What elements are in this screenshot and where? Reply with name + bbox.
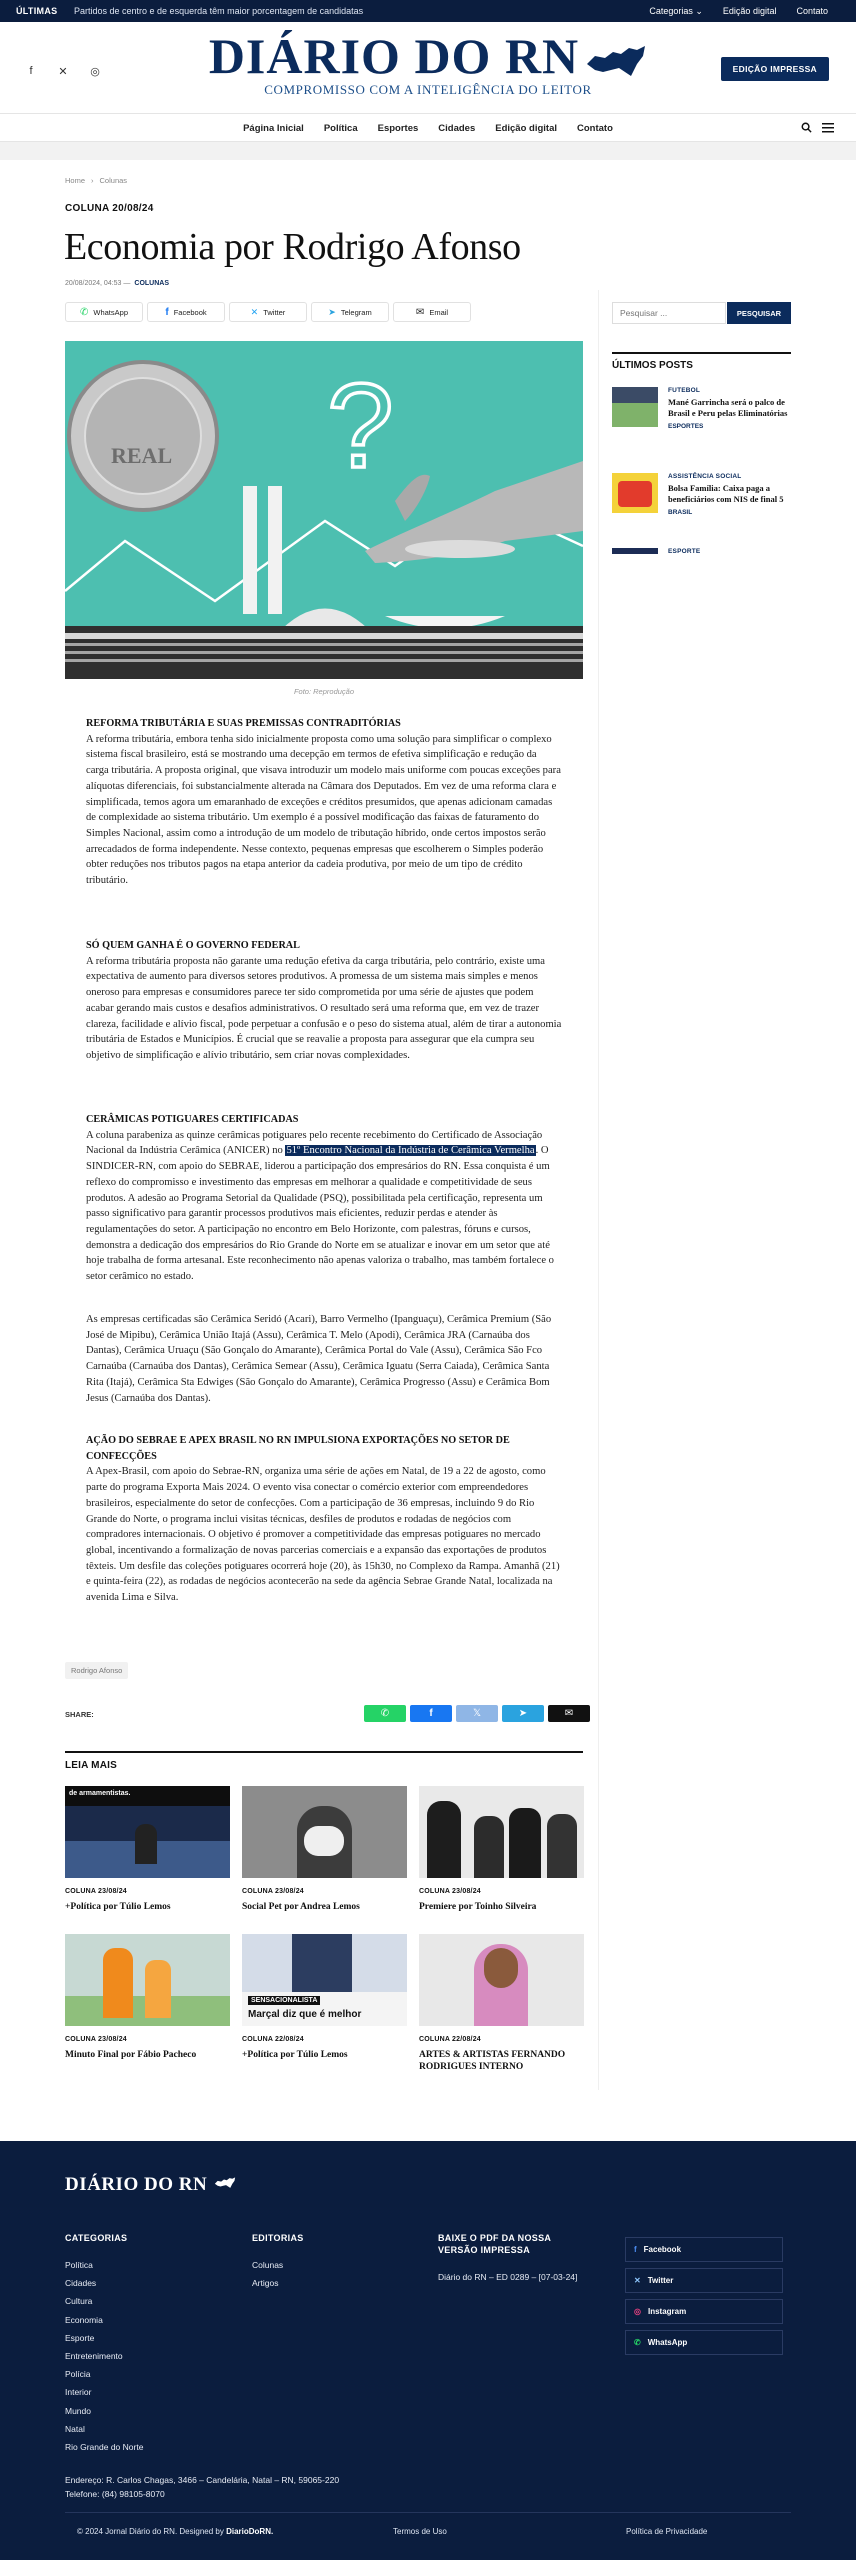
footer-twitter-button[interactable]: ✕ Twitter	[625, 2268, 783, 2293]
latest-label: ÚLTIMAS	[16, 6, 58, 16]
card-thumbnail	[65, 1934, 230, 2026]
share-whatsapp-icon[interactable]: ✆	[364, 1705, 406, 1722]
facebook-icon: f	[634, 2245, 637, 2254]
article-date: 20/08/2024, 04:53 —	[65, 280, 131, 287]
nav-politica[interactable]: Política	[323, 123, 358, 134]
card-title: Social Pet por Andrea Lemos	[242, 1902, 360, 1912]
card-title: ARTES & ARTISTAS FERNANDO RODRIGUES INTERNO	[419, 2050, 566, 2072]
article-section-4	[86, 1433, 562, 1606]
footer-pdf-heading: BAIXE O PDF DA NOSSA VERSÃO IMPRESSA	[438, 2233, 551, 2255]
facebook-icon[interactable]: f	[29, 65, 33, 77]
x-icon[interactable]: ✕	[58, 65, 68, 78]
card-thumbnail	[242, 1786, 407, 1878]
share-bar-top	[65, 302, 471, 322]
article-title: Economia por Rodrigo Afonso	[64, 226, 521, 268]
footer-link[interactable]: Interior	[65, 2387, 92, 2398]
section-heading: CERÂMICAS POTIGUARES CERTIFICADAS	[86, 1114, 299, 1125]
sidebar-post[interactable]	[612, 473, 791, 523]
footer-link[interactable]: Colunas	[252, 2260, 284, 2270]
share-facebook-button[interactable]: f Facebook	[147, 302, 225, 322]
article-hero-image	[65, 341, 583, 679]
related-card[interactable]	[419, 1786, 584, 1913]
site-header	[0, 22, 856, 114]
breadcrumb-home[interactable]: Home	[65, 176, 86, 185]
footer-copyright: © 2024 Jornal Diário do RN. Designed by DiarioDoRN.	[77, 2527, 274, 2536]
highlighted-link[interactable]: 51º Encontro Nacional da Indústria de Cerâmica Vermelha	[286, 1145, 535, 1157]
card-date: COLUNA 23/08/24	[65, 1888, 127, 1895]
post-title: Mané Garrincha será o palco de Brasil e Peru pelas Eliminatórias	[668, 397, 788, 418]
card-date: COLUNA 22/08/24	[242, 2036, 304, 2043]
post-category: ASSISTÊNCIA SOCIAL	[668, 473, 742, 480]
sidebar-search-input[interactable]	[612, 302, 726, 324]
breadcrumb-colunas[interactable]: Colunas	[99, 176, 128, 185]
footer-link[interactable]: Entretenimento	[65, 2351, 123, 2362]
footer-logo[interactable]: DIÁRIO DO RN	[65, 2174, 238, 2196]
footer-whatsapp-button[interactable]: ✆ WhatsApp	[625, 2330, 783, 2355]
card-date: COLUNA 23/08/24	[65, 2036, 127, 2043]
post-thumbnail	[612, 548, 658, 554]
card-thumbnail: SENSACIONALISTA Marçal diz que é melhor	[242, 1934, 407, 2026]
footer-contact	[65, 2473, 339, 2501]
footer-link[interactable]: Cidades	[65, 2278, 97, 2289]
sidebar-divider	[598, 290, 599, 2090]
footer-divider	[65, 2512, 791, 2513]
footer-phone: Telefone: (84) 98105-8070	[65, 2489, 165, 2499]
image-caption: Foto: Reprodução	[293, 687, 355, 696]
section-paragraph: A Apex-Brasil, com apoio do Sebrae-RN, organiza uma série de ações em Natal, de 19 a 22 de agosto, como parte do programa Exporta Mais 2024. O evento visa conectar o comércio exterior com empreendedores brasileiros, especialmente do setor de confecções. Com a participação de 36 empresas, incluindo 9 do Rio Grande do Norte, o programa inclui visitas técnicas, desfiles de produtos e rodadas de negócios com compradores internacionais. O objetivo é promover a competitividade das empresas potiguares no mercado global, incentivando a formalização de novas parcerias comerciais e a expansão das exportações de produtos têxteis. Um desfile das coleções potiguares ocorrerá hoje (20), às 15h30, no Complexo da Rampa. Amanhã (21) e quinta-feira (22), as rodadas de negócios acontecerão na sede da agência Sebrae Grande Natal, localizada na avenida Lima e Silva.	[86, 1466, 560, 1604]
whatsapp-icon: ✆	[634, 2338, 641, 2347]
footer-link[interactable]: Cultura	[65, 2296, 93, 2307]
footer-editorias-heading: EDITORIAS	[252, 2233, 304, 2243]
footer-terms-link[interactable]: Termos de Uso	[393, 2527, 447, 2536]
leia-mais-heading: LEIA MAIS	[65, 1760, 117, 1771]
nav-esportes[interactable]: Esportes	[377, 123, 419, 134]
card-title: +Política por Túlio Lemos	[65, 1902, 171, 1912]
post-title: Bolsa Família: Caixa paga a beneficiários com NIS de final 5	[668, 483, 784, 504]
top-link-categorias[interactable]: Categorias ⌄	[649, 6, 703, 16]
card-title: +Política por Túlio Lemos	[242, 2050, 348, 2060]
footer-privacy-link[interactable]: Política de Privacidade	[626, 2527, 708, 2536]
related-card[interactable]	[242, 1934, 407, 2061]
sidebar-post[interactable]	[612, 387, 791, 437]
related-card[interactable]	[65, 1786, 230, 1913]
share-label: SHARE:	[65, 1710, 94, 1719]
card-title: Premiere por Toinho Silveira	[419, 1902, 537, 1912]
post-thumbnail	[612, 473, 658, 513]
article-tag[interactable]: Rodrigo Afonso	[65, 1662, 128, 1679]
share-telegram-button[interactable]: ➤ Telegram	[311, 302, 389, 322]
footer-link[interactable]: Artigos	[252, 2278, 279, 2289]
article-section-1	[86, 716, 562, 889]
footer-categorias-heading: CATEGORIAS	[65, 2233, 128, 2243]
share-whatsapp-button[interactable]: ✆ WhatsApp	[65, 302, 143, 322]
card-date: COLUNA 23/08/24	[242, 1888, 304, 1895]
card-thumbnail: de armamentistas.	[65, 1786, 230, 1878]
related-card[interactable]	[242, 1786, 407, 1913]
nav-pagina-inicial[interactable]: Página Inicial	[243, 123, 304, 134]
logo-wordmark: DIÁRIO DO RN	[208, 28, 580, 84]
breadcrumb	[65, 176, 127, 185]
whatsapp-icon: ✆	[80, 306, 89, 318]
article-category-date: COLUNA 20/08/24	[65, 203, 154, 214]
header-divider-strip	[0, 142, 856, 160]
latest-headline-link[interactable]: Partidos de centro e de esquerda têm maior porcentagem de candidatas	[74, 6, 364, 16]
footer-editorias	[252, 2232, 304, 2292]
article-section-link[interactable]: COLUNAS	[134, 280, 170, 287]
footer-link[interactable]: Rio Grande do Norte	[65, 2442, 144, 2453]
footer-link[interactable]: Polícia	[65, 2369, 91, 2380]
card-date: COLUNA 22/08/24	[419, 2036, 481, 2043]
leia-mais-divider	[65, 1751, 583, 1753]
top-bar	[0, 0, 856, 22]
svg-text:?: ?	[327, 359, 394, 493]
section-heading: SÓ QUEM GANHA É O GOVERNO FEDERAL	[86, 940, 300, 951]
share-telegram-icon[interactable]: ➤	[502, 1705, 544, 1722]
top-link-contato[interactable]: Contato	[796, 6, 828, 16]
sidebar-search-button[interactable]: PESQUISAR	[727, 302, 791, 324]
related-card[interactable]	[65, 1934, 230, 2061]
footer-link[interactable]: Política	[65, 2260, 93, 2270]
x-icon: ✕	[634, 2276, 641, 2285]
post-category: ESPORTE	[668, 548, 701, 554]
article-section-3-list	[86, 1312, 562, 1406]
share-email-icon[interactable]: ✉	[548, 1705, 590, 1722]
share-twitter-button[interactable]: ✕ Twitter	[229, 302, 307, 322]
share-x-icon[interactable]: 𝕏	[456, 1705, 498, 1722]
section-heading: AÇÃO DO SEBRAE E APEX BRASIL NO RN IMPULSIONA EXPORTAÇÕES NO SETOR DE CONFECÇÕES	[86, 1435, 510, 1462]
footer-categorias	[65, 2232, 143, 2456]
share-bar-bottom	[364, 1705, 590, 1722]
email-icon: ✉	[415, 306, 425, 318]
article-meta	[65, 280, 169, 287]
footer-link[interactable]: Esporte	[65, 2332, 95, 2343]
post-section: BRASIL	[668, 509, 693, 516]
site-footer	[0, 2141, 856, 2560]
sidebar-post[interactable]	[612, 548, 791, 554]
footer-pdf-link[interactable]: Diário do RN – ED 0289 – [07-03-24]	[438, 2272, 578, 2282]
footer-pdf	[438, 2232, 588, 2286]
card-thumbnail	[419, 1934, 584, 2026]
section-heading: REFORMA TRIBUTÁRIA E SUAS PREMISSAS CONTRADITÓRIAS	[86, 718, 401, 729]
main-nav	[0, 114, 856, 142]
ultimos-posts-heading: ÚLTIMOS POSTS	[612, 360, 693, 371]
chevron-down-icon: ⌄	[695, 6, 703, 16]
share-facebook-icon[interactable]: f	[410, 1705, 452, 1722]
share-email-button[interactable]: ✉ Email	[393, 302, 471, 322]
footer-link[interactable]: Mundo	[65, 2405, 91, 2416]
section-paragraph: As empresas certificadas são Cerâmica Seridó (Acari), Barro Vermelho (Ipanguaçu), Cerâmica Premium (São José de Mipibu), Cerâmica União Itajá (Assu), Cerâmica T. Melo (Apodi), Cerâmica JRA (Carnaúba dos Dantas), Cerâmica Uruaçu (São Gonçalo do Amarante), Cerâmica Portal do Vale (Assu), Cerâmica São Fco Carnaúba (Carnaúba dos Dantas), Cerâmica Semear (Assu), Cerâmica Iguatu (Serra Caiada), Cerâmica Santa Rita (Itajá), Cerâmica Sta Edwiges (São Gonçalo do Amarante), Cerâmica Progresso (Assu) e Cerâmica Bom Jesus (Carnaúba dos Dantas).	[86, 1314, 552, 1404]
card-date: COLUNA 23/08/24	[419, 1888, 481, 1895]
x-icon: ✕	[250, 306, 259, 317]
top-links	[649, 6, 828, 17]
post-thumbnail	[612, 387, 658, 427]
related-card[interactable]	[419, 1934, 584, 2073]
instagram-icon[interactable]: ◎	[90, 65, 100, 78]
footer-link[interactable]: Economia	[65, 2314, 103, 2325]
nav-contato[interactable]: Contato	[577, 123, 613, 134]
footer-facebook-button[interactable]: f Facebook	[625, 2237, 783, 2262]
card-title: Minuto Final por Fábio Pacheco	[65, 2050, 197, 2060]
post-category: FUTEBOL	[668, 387, 701, 394]
facebook-icon: f	[165, 306, 169, 318]
footer-instagram-button[interactable]: ◎ Instagram	[625, 2299, 783, 2324]
coin-text: REAL	[111, 443, 173, 468]
top-link-edicao-digital[interactable]: Edição digital	[722, 6, 777, 16]
nav-edicao-digital[interactable]: Edição digital	[495, 123, 557, 134]
article-section-3	[86, 1112, 562, 1285]
hero-illustration	[65, 341, 583, 679]
section-paragraph: A reforma tributária, embora tenha sido inicialmente proposta como uma solução para simplificar o complexo sistema fiscal brasileiro, está se mostrando uma decepção em termos de efetiva simplificação e redução da carga tributária. A proposta original, que visava introduzir um modelo mais uniforme com poucas exceções para alíquotas diferenciais, foi substancialmente alterada na Câmara dos Deputados. Em vez de uma reforma clara e simplificada, temos agora um emaranhado de exceções e créditos presumidos, que apenas adicionam camadas de complexidade ao sistema tributário. Um exemplo é a possível modificação das faixas de faturamento do Simples Nacional, assim como a introdução de um modelo de tributação híbrido, onde certos impostos serão arrecadados de forma independente. Nesse contexto, pequenas empresas que escolherem o Simples poderão obter reduções nos tributos pagos na etapa anterior da cadeia produtiva, por meio de um tipo de crédito tributário.	[86, 733, 561, 887]
rn-map-icon	[212, 2176, 238, 2190]
logo-tagline: COMPROMISSO COM A INTELIGÊNCIA DO LEITOR	[264, 82, 592, 97]
footer-link[interactable]: Natal	[65, 2423, 85, 2434]
instagram-icon: ◎	[634, 2307, 641, 2316]
card-thumbnail	[419, 1786, 584, 1878]
footer-address: Endereço: R. Carlos Chagas, 3466 – Candelária, Natal – RN, 59065-220	[65, 2475, 340, 2485]
sidebar-heading-divider	[612, 352, 791, 354]
article-section-2	[86, 938, 562, 1064]
edicao-impressa-button[interactable]: EDIÇÃO IMPRESSA	[721, 57, 829, 81]
breadcrumb-separator: ›	[91, 176, 94, 185]
menu-icon[interactable]	[822, 122, 834, 136]
telegram-icon: ➤	[328, 306, 336, 317]
post-section: ESPORTES	[668, 423, 704, 430]
footer-designer-link[interactable]: DiarioDoRN.	[226, 2527, 274, 2536]
search-icon[interactable]	[801, 122, 812, 136]
section-paragraph: A coluna parabeniza as quinze cerâmicas potiguares pelo recente recebimento do Certificado de Associação Nacional da Indústria Cerâmica (ANICER) no 51º Encontro Nacional da Indústria de Cerâmica Vermelha. O SINDICER-RN, com apoio do SEBRAE, liderou a participação dos empresários do RN. Essa conquista é um reflexo do compromisso e investimento das empresas em melhorar a qualidade e competitividade de seus produtos. A adesão ao Programa Setorial da Qualidade (PSQ), possibilitada pela certificação, representa um passo significativo para garantir processos produtivos mais eficientes, reduzir perdas e atender às regulamentações do setor. A participação no encontro em Belo Horizonte, com palestras, fóruns e cursos, demonstra a dedicação dos empresários do Rio Grande do Norte em se atualizar e inovar em um setor que até hoje trabalha de forma artesanal. Este reconhecimento não apenas valoriza o trabalho, mas também fortalece o setor cerâmico no estado.	[86, 1129, 554, 1283]
rn-map-icon	[585, 42, 647, 82]
nav-cidades[interactable]: Cidades	[438, 123, 476, 134]
section-paragraph: A reforma tributária proposta não garante uma redução efetiva da carga tributária, pelo contrário, existe uma expectativa de aumento para diversos setores produtivos. A promessa de um sistema mais simples e menos oneroso para empresas e consumidores parece ter sido comprometida por uma série de ajustes que podem acabar gerando mais custos e desafios administrativos. O resultado será uma reforma que, em vez de trazer clareza, facilidade e alívio fiscal, pode perpetuar a confusão e o peso do sistema atual, além de tirar a autonomia tributária de Estados e Municípios. É crucial que se reavalie a proposta para assegurar que ela cumpra seu objetivo de simplificação e alívio tributário, sem criar novas complexidades.	[86, 955, 562, 1061]
